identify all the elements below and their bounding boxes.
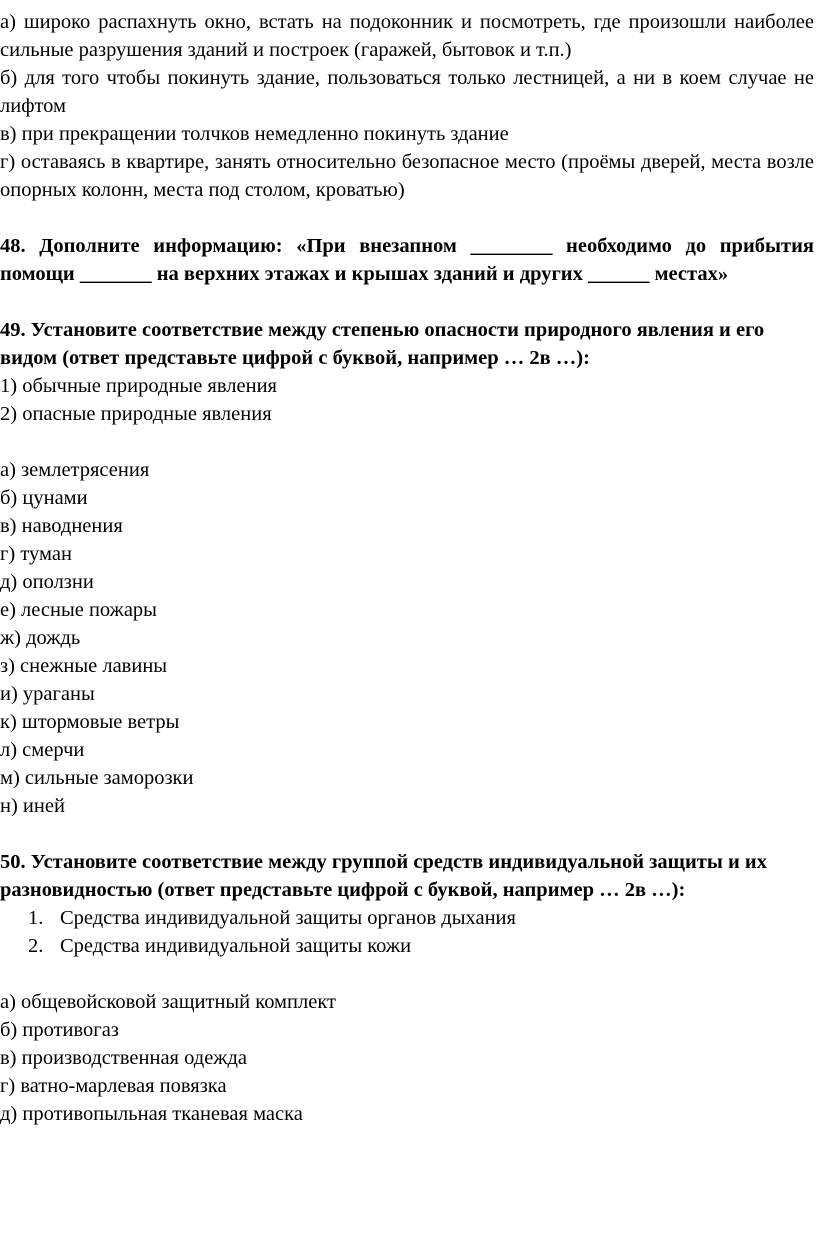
q50-option: д) противопыльная тканевая маска: [0, 1103, 303, 1125]
spacer: [0, 428, 814, 456]
q50-option: а) общевойсковой защитный комплект: [0, 991, 336, 1013]
q49-option: з) снежные лавины: [0, 655, 168, 677]
q47-option-d: г) оставаясь в квартире, занять относительно безопасное место (проёмы дверей, места возле опорных колонн, места под столом, кроватью): [0, 151, 814, 201]
spacer: [0, 960, 814, 988]
q50-group-2: [0, 932, 814, 960]
q47-option-c: в) при прекращении толчков немедленно покинуть здание: [0, 123, 509, 145]
q49-option: н) иней: [0, 795, 65, 817]
q50-option: г) ватно-марлевая повязка: [0, 1075, 227, 1097]
spacer: [0, 288, 814, 316]
list-number: 2.: [28, 935, 44, 957]
q49-option: в) наводнения: [0, 515, 123, 537]
q48-text: 48. Дополните информацию: «При внезапном ________ необходимо до прибытия помощи _______ на верхних этажах и крышах зданий и других ______ местах»: [0, 235, 814, 285]
q49-option: д) оползни: [0, 571, 94, 593]
q50-option: б) противогаз: [0, 1019, 119, 1041]
list-number: 1.: [28, 907, 44, 929]
q49-option: г) туман: [0, 543, 72, 565]
q47-option-a: а) широко распахнуть окно, встать на подоконник и посмотреть, где произошли наиболее сильные разрушения зданий и построек (гаражей, бытовок и т.п.): [0, 11, 814, 61]
q49-option: к) штормовые ветры: [0, 711, 180, 733]
q49-option: м) сильные заморозки: [0, 767, 194, 789]
list-label: Средства индивидуальной защиты органов дыхания: [60, 907, 516, 929]
document-content: [0, 8, 814, 1128]
q47-option-b: б) для того чтобы покинуть здание, пользоваться только лестницей, а ни в коем случае не лифтом: [0, 67, 814, 117]
q49-group-2: 2) опасные природные явления: [0, 403, 272, 425]
spacer: [0, 820, 814, 848]
q49-option: ж) дождь: [0, 627, 81, 649]
q49-option: а) землетрясения: [0, 459, 150, 481]
q50-option: в) производственная одежда: [0, 1047, 247, 1069]
q50-group-list: [0, 904, 814, 960]
spacer: [0, 204, 814, 232]
list-label: Средства индивидуальной защиты кожи: [60, 935, 412, 957]
q50-group-1: [0, 904, 814, 932]
q49-option: л) смерчи: [0, 739, 85, 761]
q49-option: и) ураганы: [0, 683, 95, 705]
q49-option: е) лесные пожары: [0, 599, 157, 621]
q49-text: 49. Установите соответствие между степенью опасности природного явления и его видом (ответ представьте цифрой с буквой, например … 2в …):: [0, 319, 765, 369]
q49-group-1: 1) обычные природные явления: [0, 375, 277, 397]
q50-text: 50. Установите соответствие между группой средств индивидуальной защиты и их разновидностью (ответ представьте цифрой с буквой, например … 2в …):: [0, 851, 767, 901]
q49-option: б) цунами: [0, 487, 88, 509]
